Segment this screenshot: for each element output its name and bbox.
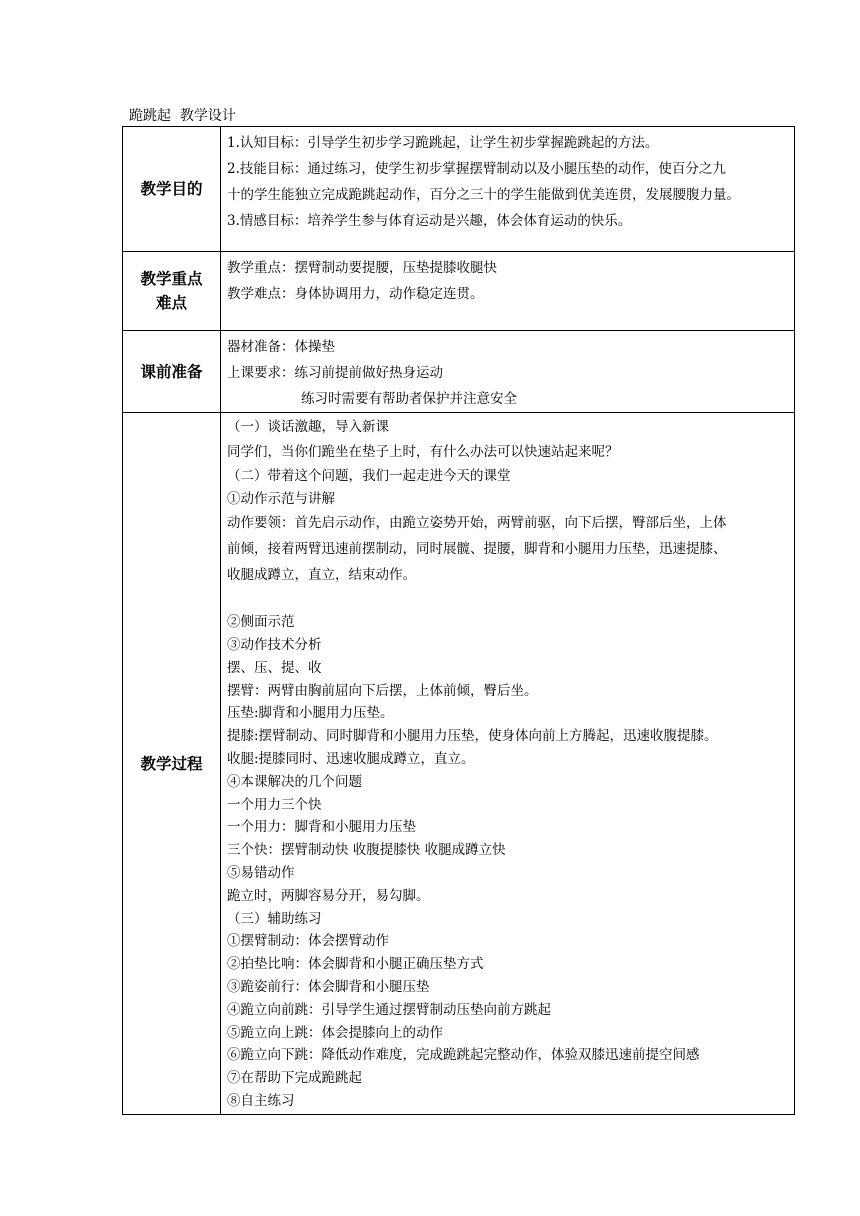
- objective-line-cognitive: 1.认知目标：引导学生初步学习跪跳起，让学生初步掌握跪跳起的方法。: [227, 135, 659, 151]
- process-line: 一个用力：脚背和小腿用力压垫: [227, 819, 416, 836]
- requirement-line-2: 练习时需要有帮助者保护并注意安全: [301, 391, 517, 407]
- process-content: [221, 413, 795, 1115]
- process-line: ④本课解决的几个问题: [227, 773, 362, 790]
- process-line: ⑤跪立向上跳：体会提膝向上的动作: [227, 1024, 443, 1041]
- key-points-label-line1: 教学重点: [140, 270, 203, 288]
- key-points-label-line2: 难点: [155, 294, 187, 312]
- difficulty-line: 教学难点：身体协调用力，动作稳定连贯。: [227, 286, 484, 302]
- process-line: （二）带着这个问题，我们一起走进今天的课堂: [227, 467, 511, 484]
- process-line: 动作要领：首先启示动作，由跪立姿势开始，两臂前驱，向下后摆，臀部后坐，上体: [227, 515, 727, 532]
- process-line: （三）辅助练习: [227, 910, 322, 927]
- preparation-row: [123, 331, 795, 413]
- process-line: ⑧自主练习: [227, 1092, 295, 1109]
- key-points-row: [123, 252, 795, 331]
- process-label: [123, 413, 221, 1115]
- preparation-label-text: 课前准备: [140, 362, 203, 381]
- preparation-content: [221, 331, 795, 413]
- process-line: 跪立时，两脚容易分开，易勾脚。: [227, 887, 430, 904]
- process-line: 提膝:摆臂制动、同时脚背和小腿用力压垫，使身体向前上方腾起，迅速收腹提膝。: [227, 728, 718, 745]
- process-line: ⑦在帮助下完成跪跳起: [227, 1070, 362, 1087]
- process-line: （一）谈话激趣，导入新课: [227, 419, 389, 435]
- process-line: ②侧面示范: [227, 614, 295, 631]
- process-line: ⑤易错动作: [227, 864, 295, 881]
- process-line: ④跪立向前跳：引导学生通过摆臂制动压垫向前方跳起: [227, 1001, 551, 1018]
- process-line: ①动作示范与讲解: [227, 490, 335, 507]
- objective-line-emotional: 3.情感目标：培养学生参与体育运动是兴趣，体会体育运动的快乐。: [227, 213, 632, 229]
- process-line: ②拍垫比响：体会脚背和小腿正确压垫方式: [227, 956, 484, 973]
- objectives-label: [123, 127, 221, 252]
- lesson-plan-table: [122, 126, 795, 1115]
- process-line: ①摆臂制动：体会摆臂动作: [227, 933, 389, 950]
- process-line: ③动作技术分析: [227, 636, 322, 653]
- process-label-text: 教学过程: [140, 754, 203, 773]
- preparation-label: [123, 331, 221, 413]
- key-points-content: [221, 252, 795, 331]
- process-line: 摆臂：两臂由胸前屈向下后摆，上体前倾，臀后坐。: [227, 682, 538, 699]
- process-line: 前倾，接着两臂迅速前摆制动，同时展髋、提腰，脚背和小腿用力压垫，迅速提膝、: [227, 541, 727, 558]
- process-blank-line: [227, 588, 790, 611]
- requirement-line-1: 上课要求：练习前提前做好热身运动: [227, 365, 443, 381]
- process-row: [123, 413, 795, 1115]
- process-line: 收腿成蹲立，直立，结束动作。: [227, 567, 416, 584]
- process-line: 同学们，当你们跪坐在垫子上时，有什么办法可以快速站起来呢？: [227, 443, 619, 460]
- process-line: 一个用力三个快: [227, 796, 322, 813]
- process-line: ⑥跪立向下跳：降低动作难度，完成跪跳起完整动作，体验双膝迅速前提空间感: [227, 1047, 700, 1064]
- objectives-label-text: 教学目的: [140, 180, 203, 198]
- process-line: 压垫:脚背和小腿用力压垫。: [227, 705, 394, 722]
- objectives-row: [123, 127, 795, 252]
- objective-line-skill-1: 2.技能目标：通过练习，使学生初步掌握摆臂制动以及小腿压垫的动作，使百分之九: [227, 161, 726, 177]
- process-line: 收腿:提膝同时、迅速收腿成蹲立，直立。: [227, 750, 475, 767]
- key-point-line: 教学重点：摆臂制动要提腰，压垫提膝收腿快: [227, 260, 497, 276]
- process-line: ③跪姿前行：体会脚背和小腿压垫: [227, 978, 430, 995]
- objective-line-skill-2: 十的学生能独立完成跪跳起动作，百分之三十的学生能做到优美连贯，发展腰腹力量。: [227, 187, 740, 203]
- process-line: 三个快：摆臂制动快 收腹提膝快 收腿成蹲立快: [227, 842, 506, 859]
- objectives-content: [221, 127, 795, 252]
- key-points-label: [123, 252, 221, 331]
- process-line: 摆、压、提、收: [227, 659, 322, 676]
- equipment-line: 器材准备：体操垫: [227, 339, 335, 355]
- document-title: 跪跳起 教学设计: [129, 108, 236, 124]
